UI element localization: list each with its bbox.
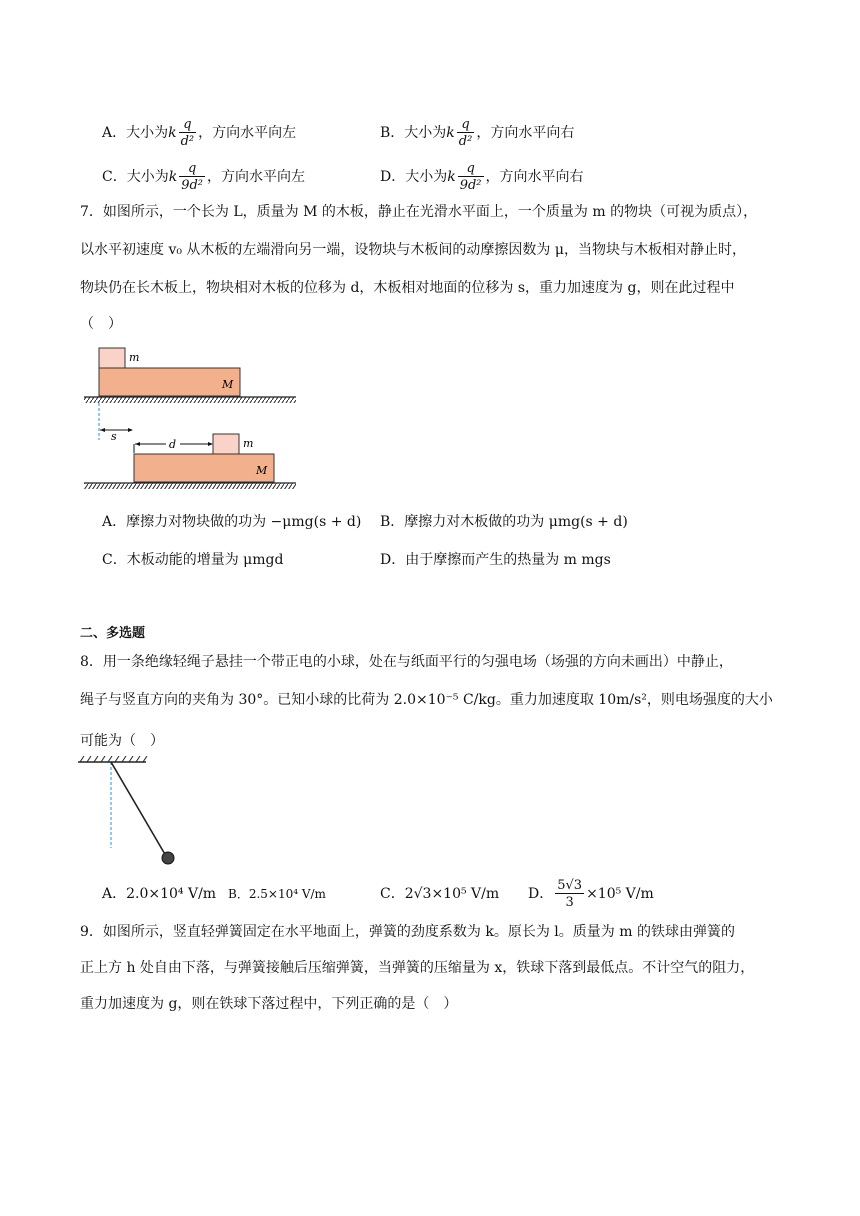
q8-line-1: 8．用一条绝缘轻绳子悬挂一个带正电的小球，处在与纸面平行的匀强电场（场强的方向未画出）中静止，	[80, 654, 733, 670]
label-s: s	[111, 430, 117, 443]
block-m-top	[99, 348, 125, 368]
q6-option-d: D．大小为k $\frac{q}{\text{9d²}}$ ，方向水平向右	[380, 161, 584, 193]
charged-ball	[162, 852, 174, 864]
fraction: $\frac{q}{\text{d²}}$	[458, 117, 473, 149]
q6-option-a: A．大小为k $\frac{q}{\text{d²}}$ ，方向水平向左	[102, 117, 297, 149]
q6-option-b: B．大小为k $\frac{q}{\text{d²}}$ ，方向水平向右	[380, 117, 575, 149]
s-arrowhead-right	[128, 428, 133, 432]
block-m-bottom	[213, 434, 239, 454]
q8-pendulum-figure	[76, 756, 176, 868]
fraction: $\frac{q}{\text{9d²}}$	[181, 161, 204, 193]
ground-hatch-top	[84, 397, 296, 403]
q7-option-d: D．由于摩擦而产生的热量为 m mgs	[380, 552, 611, 568]
q7-board-block-figure	[80, 340, 300, 492]
label-m-top: m	[129, 351, 140, 364]
ground-hatch-bottom	[84, 483, 296, 489]
s-arrowhead-left	[100, 428, 105, 432]
label-M-bottom: M	[256, 464, 268, 477]
q7-option-b: B．摩擦力对木板做的功为 μmg(s + d)	[380, 514, 628, 530]
q8-option-c: C．2√3×10⁵ V/m	[380, 886, 500, 902]
section-heading: 二、多选题	[80, 626, 146, 641]
q8-option-b: B．2.5×10⁴ V/m	[228, 887, 326, 901]
fraction: $\frac{5√3}{3}$	[557, 878, 583, 910]
q7-option-a: A．摩擦力对物块做的功为 −μmg(s + d)	[102, 514, 362, 530]
q7-option-c: C．木板动能的增量为 μmgd	[102, 552, 284, 568]
q7-line-3: 物块仍在长木板上，物块相对木板的位移为 d，木板相对地面的位移为 s，重力加速度为 g，则在此过程中	[80, 280, 735, 296]
q8-line-2: 绳子与竖直方向的夹角为 30°。已知小球的比荷为 2.0×10⁻⁵ C/kg。重力加速度取 10m/s²，则电场强度的大小	[80, 692, 773, 708]
d-arrowhead-right	[208, 442, 213, 446]
d-arrowhead-left	[135, 442, 140, 446]
q7-line-4: （ ）	[80, 316, 122, 332]
label-d: d	[169, 438, 177, 451]
q7-line-2: 以水平初速度 v₀ 从木板的左端滑向另一端，设物块与木板间的动摩擦因数为 μ，当物块与木板相对静止时，	[80, 242, 746, 258]
fraction: $\frac{q}{\text{d²}}$	[180, 117, 195, 149]
q8-option-d: D． $\frac{5√3}{3}$ ×10⁵ V/m	[528, 878, 654, 910]
q6-option-c: C．大小为k $\frac{q}{\text{9d²}}$ ，方向水平向左	[102, 161, 306, 193]
label-m-bottom: m	[243, 437, 254, 450]
board-M-top	[99, 368, 240, 396]
q7-line-1: 7．如图所示，一个长为 L，质量为 M 的木板，静止在光滑水平面上，一个质量为 m 的物块（可视为质点），	[80, 204, 758, 220]
q9-line-3: 重力加速度为 g，则在铁球下落过程中，下列正确的是（ ）	[80, 996, 458, 1012]
string	[111, 762, 166, 856]
fraction: $\frac{q}{\text{9d²}}$	[459, 161, 482, 193]
q9-line-1: 9．如图所示，竖直轻弹簧固定在水平地面上，弹簧的劲度系数为 k。原长为 l。质量为 m 的铁球由弹簧的	[80, 924, 735, 940]
q9-line-2: 正上方 h 处自由下落，与弹簧接触后压缩弹簧，当弹簧的压缩量为 x，铁球下落到最低点。不计空气的阻力，	[80, 960, 755, 976]
q8-option-a: A．2.0×10⁴ V/m	[102, 886, 217, 902]
label-M-top: M	[222, 378, 234, 391]
board-M-bottom	[134, 454, 274, 482]
q8-line-3: 可能为（ ）	[80, 733, 164, 749]
